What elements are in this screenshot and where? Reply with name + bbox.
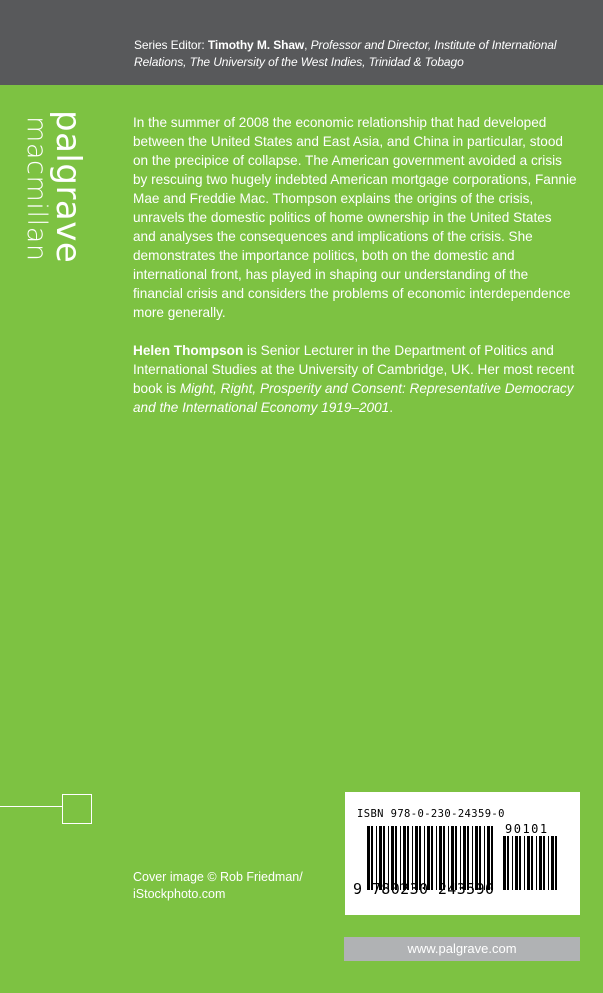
author-paragraph <box>133 341 578 417</box>
website-url[interactable]: www.palgrave.com <box>344 937 580 961</box>
author-bio: is Senior Lecturer in the Department of Politics and International Studies at the University of Cambridge, UK. Her most recent book is <box>133 343 575 396</box>
palgrave-macmillan-logo <box>21 110 92 264</box>
barcode-bar <box>555 836 557 890</box>
isbn-label: ISBN 978-0-230-24359-0 <box>357 808 505 820</box>
series-editor-name: Timothy M. Shaw <box>207 38 305 52</box>
author-bio-end: . <box>389 400 393 415</box>
barcode-bar <box>548 836 549 890</box>
barcode-bar <box>512 836 513 890</box>
barcode-bar <box>519 836 521 890</box>
addon-number: 90101 <box>505 822 549 836</box>
book-title: Might, Right, Prosperity and Consent: Representative Democracy and the International Economy 1919–2001 <box>133 381 574 415</box>
barcode-bar <box>527 836 530 890</box>
series-separator: , <box>304 38 311 52</box>
decorative-rule-box <box>62 794 92 824</box>
isbn-barcode <box>345 792 580 915</box>
back-cover-blurb <box>133 113 578 436</box>
barcode-bar <box>503 836 506 890</box>
author-name: Helen Thompson <box>133 343 244 358</box>
series-band <box>0 0 603 85</box>
credit-line-1: Cover image © Rob Friedman/ <box>133 870 303 884</box>
cover-image-credit <box>133 869 333 903</box>
barcode-bar <box>539 836 542 890</box>
barcode-bar <box>543 836 545 890</box>
blurb-paragraph: In the summer of 2008 the economic relationship that had developed between the United States and East Asia, and China in particular, stood on the precipice of collapse. The American government avoided a crisis by rescuing two hugely indebted American mortgage corporations, Fannie Mae and Freddie Mac. Thompson explains the origins of the crisis, unravels the domestic politics of home ownership in the United States and analyses the consequences and implications of the crisis. She demonstrates the importance politics, both on the domestic and international front, has played in shaping our understanding of the financial crisis and considers the problems of economic interdependence more generally. <box>133 115 577 320</box>
series-editor-text <box>134 37 574 71</box>
credit-line-2: iStockphoto.com <box>133 887 226 901</box>
barcode-bar <box>551 836 554 890</box>
barcode-bar <box>524 836 525 890</box>
barcode-bar <box>531 836 533 890</box>
series-prefix: Series Editor: <box>134 38 208 52</box>
series-editor-role: Professor and Director, Institute of International Relations, The University of the West Indies, Trinidad & Tobago <box>134 38 557 69</box>
logo-palgrave: palgrave <box>48 110 88 264</box>
logo-macmillan: macmillan <box>21 116 52 262</box>
barcode-bar <box>507 836 509 890</box>
barcode-bar <box>515 836 518 890</box>
barcode-digits: 9 780230 243590 <box>353 880 495 898</box>
decorative-rule-line <box>0 806 62 807</box>
barcode-bar <box>536 836 537 890</box>
